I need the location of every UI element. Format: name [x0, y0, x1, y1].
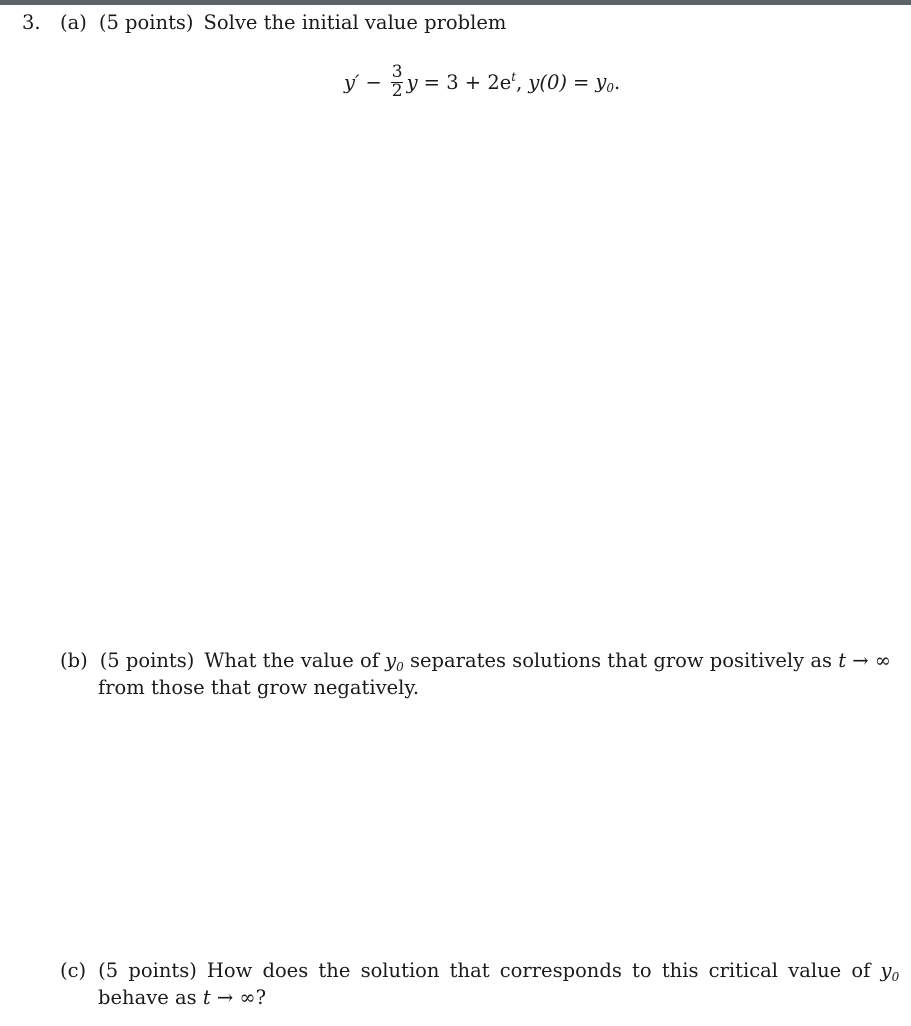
part-c-y0-sub: 0 — [891, 970, 900, 984]
eq-fraction — [390, 61, 405, 101]
eq-period: . — [613, 70, 621, 94]
eq-equals: = — [572, 70, 590, 94]
part-a-prompt — [60, 10, 506, 36]
question-number: 3. — [22, 11, 41, 34]
part-c-text-line2: behave as — [98, 986, 197, 1009]
eq-y0 — [595, 70, 614, 95]
part-b-y0-sub: 0 — [396, 660, 404, 674]
part-b-y0 — [385, 649, 404, 672]
part-c-arrow-infinity: → ∞? — [216, 986, 267, 1009]
part-c-text-prefix: How does the solution that corresponds to this critical value of — [206, 959, 871, 982]
part-c-line-2 — [98, 985, 266, 1011]
eq-exponent: t — [511, 70, 517, 84]
window-top-bar — [0, 0, 911, 5]
part-b-y0-base: y — [385, 649, 397, 672]
part-c-points: (5 points) — [98, 959, 197, 982]
eq-rhs — [424, 70, 516, 94]
part-b-line-1 — [60, 648, 891, 675]
part-c-y0-base: y — [880, 959, 892, 982]
eq-y: y — [406, 70, 418, 94]
part-a-text: Solve the initial value problem — [203, 11, 507, 34]
part-c-label: (c) — [60, 959, 87, 982]
part-c-line-1 — [60, 958, 899, 985]
eq-frac-numerator: 3 — [391, 61, 403, 82]
part-b-line-2: from those that grow negatively. — [98, 676, 420, 699]
ivp-equation — [344, 54, 620, 110]
part-c-t: t — [202, 986, 211, 1009]
eq-frac-denominator: 2 — [391, 80, 403, 101]
part-a-points: (5 points) — [98, 11, 194, 34]
eq-minus: − — [365, 70, 382, 94]
eq-y0-base: y — [595, 69, 607, 93]
part-a-label: (a) — [60, 11, 87, 34]
part-b-label: (b) — [60, 649, 88, 672]
eq-rhs-base: = 3 + 2e — [423, 71, 512, 94]
part-b-points: (5 points) — [99, 649, 195, 672]
eq-y0-sub: 0 — [606, 80, 614, 95]
eq-initial-condition: y(0) — [528, 70, 567, 94]
part-b-text-prefix: What the value of — [204, 649, 379, 672]
eq-comma: , — [516, 70, 523, 94]
part-c-y0 — [881, 959, 900, 982]
eq-y-prime: y′ — [344, 70, 360, 94]
part-b-text-suffix: separates solutions that grow positively as — [410, 649, 832, 672]
part-b-arrow-infinity: → ∞ — [852, 649, 892, 672]
part-b-t: t — [838, 649, 847, 672]
